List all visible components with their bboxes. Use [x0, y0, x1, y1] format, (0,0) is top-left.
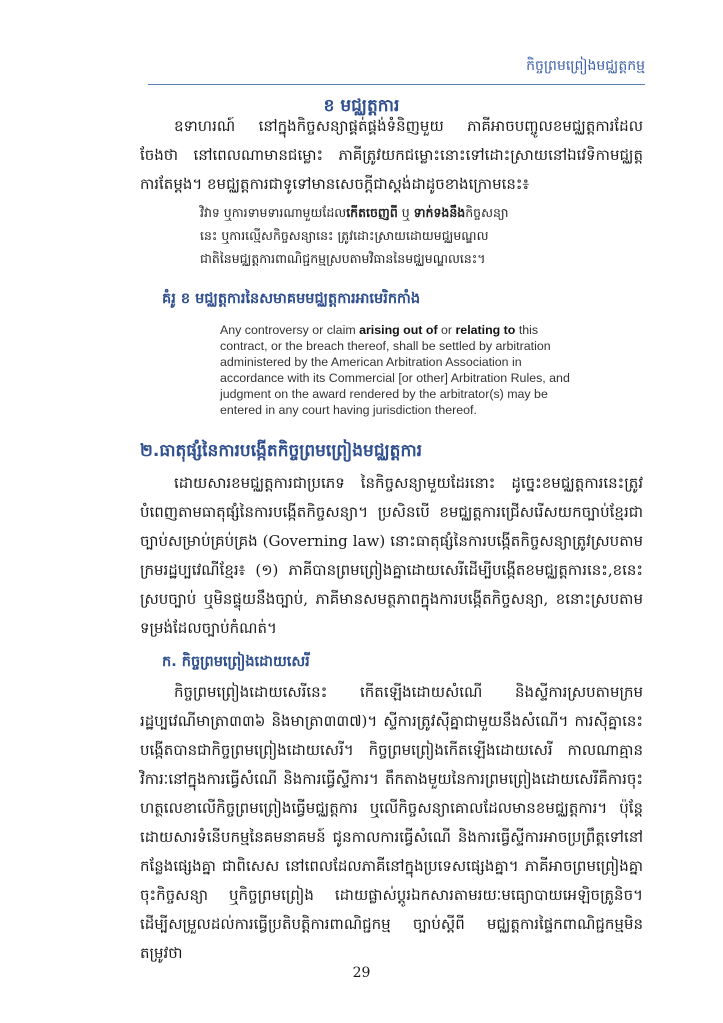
intro-paragraph: ឧទាហរណ៍ នៅក្នុងកិច្ចសន្យាផ្គត់ផ្គង់ទំនិញមួយ ភាគីអាចបញ្ចូលខមជ្ឈត្តការដែលចែងថា នៅពេលណាមានជម្លោះ ភាគីត្រូវយកជម្លោះនោះទៅដោះស្រាយនៅឯវេទិកាមជ្ឈត្តការតែម្តង។ ខមជ្ឈត្តការជាទូទៅមានសេចក្តីជាស្តង់ដាដូចខាងក្រោមនេះ៖ [140, 117, 643, 193]
section-2-heading: ២.ធាតុផ្សំនៃការបង្កើតកិច្ចព្រមព្រៀងមជ្ឈត្តការ [140, 441, 423, 461]
english-clause-text: Any controversy or claim [220, 323, 360, 337]
header-rule [148, 84, 645, 85]
american-clause-heading: គំរូ ខ មជ្ឈត្តការនៃសមាគមមជ្ឈត្តការអាមេរិកកាំង [162, 291, 421, 307]
section-title: ខ មជ្ឈត្តការ [323, 96, 400, 116]
section-2-paragraph: ដោយសារខមជ្ឈត្តការជាប្រភេទ នៃកិច្ចសន្យាមួយដែរនោះ ដូច្នេះខមជ្ឈត្តការនេះត្រូវបំពេញតាមធាតុផ្សំនៃការបង្កើតកិច្ចសន្យា។ ប្រសិនបើ ខមជ្ឈត្តការជ្រើសរើសយកច្បាប់ខ្មែរជាច្បាប់សម្រាប់គ្រប់គ្រង (Governing law) នោះធាតុផ្សំនៃការបង្កើតកិច្ចសន្យាត្រូវស្របតាមក្រមរដ្ឋប្បវេណីខ្មែរ៖ (១) ភាគីបានព្រមព្រៀងគ្នាដោយសេរីដើម្បីបង្កើតខមជ្ឈត្តការនេះ,ខនេះស្របច្បាប់ ឬមិនផ្ទុយនឹងច្បាប់, ភាគីមានសមត្ថភាពក្នុងការបង្កើតកិច្ចសន្យា, ខនោះស្របតាមទម្រង់ដែលច្បាប់កំណត់។ [140, 474, 643, 637]
khmer-clause-bold: ទាក់ទងនឹង [413, 205, 466, 220]
khmer-clause-text: ឬ [397, 205, 414, 220]
khmer-clause-line-1 [200, 201, 573, 224]
khmer-clause-bold: កើតចេញពី [346, 205, 398, 220]
running-header: កិច្ចព្រមព្រៀងមជ្ឈត្តកម្ម [526, 58, 645, 74]
khmer-clause-line-2: នេះ ឬការល្មើសកិច្ចសន្យានេះ ត្រូវដោះស្រាយដោយមជ្ឈមណ្ឌល [200, 228, 489, 243]
english-clause-bold: relating to [455, 323, 516, 337]
khmer-clause [200, 201, 573, 270]
khmer-clause-text: កិច្ចសន្យា [465, 205, 509, 220]
khmer-clause-line-3: ជាតិនៃមជ្ឈត្តការពាណិជ្ជកម្មស្របតាមវិធាននៃមជ្ឈមណ្ឌលនេះ។ [200, 251, 486, 266]
page-number: 29 [352, 965, 371, 981]
subsection-a-heading: ក. កិច្ចព្រមព្រៀងដោយសេរី [162, 654, 310, 670]
english-clause-bold: arising out of [359, 323, 438, 337]
subsection-a-paragraph: កិច្ចព្រមព្រៀងដោយសេរីនេះ កើតឡើងដោយសំណើ និងស្ទីការស្របតាមក្រមរដ្ឋប្បវេណីមាត្រា៣៣៦ និងមាត្រា៣៣៧)។ ស្ទីការត្រូវស៊ីគ្នាជាមួយនឹងសំណើ។ ការស៊ីគ្នានេះបង្កើតបានជាកិច្ចព្រមព្រៀងដោយសេរី។ កិច្ចព្រមព្រៀងកើតឡើងដោយសេរី កាលណាគ្មានវិការៈនៅក្នុងការធ្វើសំណើ និងការធ្វើស្ទីការ។ តឹកតាងមួយនៃការព្រមព្រៀងដោយសេរីគឺការចុះហត្ថលេខាលើកិច្ចព្រមព្រៀងធ្វើមជ្ឈត្តការ ឬលើកិច្ចសន្យាគោលដែលមានខមជ្ឈត្តការ។ ប៉ុន្តែដោយសារទំនើបកម្មនៃគមនាគមន៍ ជូនកាលការធ្វើសំណើ និងការធ្វើស្ទីការអាចប្រព្រឹត្តទៅនៅកន្លែងផ្សេងគ្នា ជាពិសេស នៅពេលដែលភាគីនៅក្នុងប្រទេសផ្សេងគ្នា។ ភាគីអាចព្រមព្រៀងគ្នាចុះកិច្ចសន្យា ឬកិច្ចព្រមព្រៀង ដោយផ្លាស់ប្តូរឯកសារតាមរយៈមធ្យោបាយអេឡិចត្រូនិច។ ដើម្បីសម្រួលដល់ការធ្វើប្រតិបត្តិការពាណិជ្ជកម្ម ច្បាប់ស្តីពី មជ្ឈត្តការផ្ទៃកពាណិជ្ជកម្មមិនតម្រូវថា [140, 683, 643, 962]
khmer-clause-text: វិវាទ ឬការទាមទារណាមួយដែល [200, 205, 347, 220]
english-clause-text: this contract, or the breach thereof, shall be settled by arbitration administered by the American Arbitration Association in accordance with its Commercial [or other] Arbitration Rules, and judgment on the award rendered by the arbitrator(s) may be entered in any court having jurisdiction thereof. [220, 323, 570, 417]
english-clause-text: or [437, 323, 456, 337]
english-clause [220, 322, 583, 418]
